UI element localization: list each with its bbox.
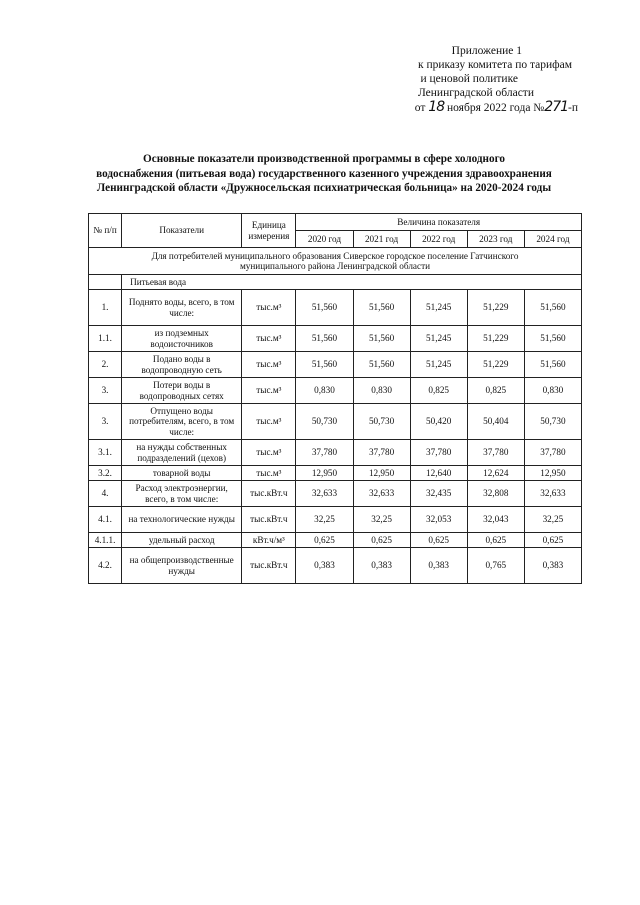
row-value: 12,950 xyxy=(524,466,581,481)
row-value: 37,780 xyxy=(467,440,524,466)
table-row xyxy=(89,378,582,404)
row-value: 12,950 xyxy=(296,466,353,481)
subsection-title: Питьевая вода xyxy=(122,275,582,290)
header-year: 2020 год xyxy=(296,231,353,248)
row-value: 51,229 xyxy=(467,352,524,378)
row-value: 50,404 xyxy=(467,404,524,440)
row-number: 4.1.1. xyxy=(89,533,122,548)
table-row xyxy=(89,548,582,584)
table-row xyxy=(89,466,582,481)
row-number: 4. xyxy=(89,481,122,507)
row-value: 50,730 xyxy=(524,404,581,440)
row-value: 12,624 xyxy=(467,466,524,481)
row-value: 51,560 xyxy=(296,290,353,326)
section-title: Для потребителей муниципального образования Сиверское городское поселение Гатчинского муниципального района Ленинградской области xyxy=(89,248,582,275)
indicators-table xyxy=(88,213,582,584)
row-value: 12,950 xyxy=(353,466,410,481)
row-indicator: из подземных водоисточников xyxy=(122,326,242,352)
subsection-row xyxy=(89,275,582,290)
annex-title: Приложение 1 xyxy=(451,45,522,57)
header-unit: Единица измерения xyxy=(242,214,296,248)
row-value: 37,780 xyxy=(524,440,581,466)
title-line-2: водоснабжения (питьевая вода) государственного казенного учреждения здравоохранения xyxy=(96,167,552,180)
row-value: 0,825 xyxy=(467,378,524,404)
header-year: 2024 год xyxy=(524,231,581,248)
annex-line-region: Ленинградской области xyxy=(417,87,534,99)
row-value: 51,229 xyxy=(467,290,524,326)
order-suffix: -п xyxy=(568,102,578,114)
header-value-group: Величина показателя xyxy=(296,214,582,231)
row-value: 51,560 xyxy=(296,352,353,378)
table-row xyxy=(89,326,582,352)
row-number: 2. xyxy=(89,352,122,378)
empty-cell xyxy=(89,275,122,290)
row-indicator: на общепроизводственные нужды xyxy=(122,548,242,584)
row-value: 51,245 xyxy=(410,352,467,378)
row-value: 32,808 xyxy=(467,481,524,507)
row-value: 0,830 xyxy=(524,378,581,404)
row-unit: тыс.кВт.ч xyxy=(242,548,296,584)
date-rest: ноября 2022 года № xyxy=(447,102,545,114)
header-year: 2022 год xyxy=(410,231,467,248)
row-value: 51,245 xyxy=(410,290,467,326)
table-row xyxy=(89,290,582,326)
row-value: 32,25 xyxy=(353,507,410,533)
date-day-handwritten: 18 xyxy=(428,99,445,115)
table-row xyxy=(89,404,582,440)
row-indicator: удельный расход xyxy=(122,533,242,548)
row-indicator: товарной воды xyxy=(122,466,242,481)
row-number: 3.2. xyxy=(89,466,122,481)
row-unit: тыс.м³ xyxy=(242,440,296,466)
row-value: 50,420 xyxy=(410,404,467,440)
row-value: 51,560 xyxy=(353,290,410,326)
row-value: 0,625 xyxy=(296,533,353,548)
row-value: 32,25 xyxy=(524,507,581,533)
date-prefix: от xyxy=(414,102,426,114)
row-unit: тыс.м³ xyxy=(242,326,296,352)
row-number: 3.1. xyxy=(89,440,122,466)
annex-date-line xyxy=(318,100,578,115)
row-unit: тыс.м³ xyxy=(242,290,296,326)
row-value: 32,435 xyxy=(410,481,467,507)
row-value: 0,765 xyxy=(467,548,524,584)
row-value: 51,560 xyxy=(296,326,353,352)
row-value: 0,383 xyxy=(410,548,467,584)
row-value: 0,625 xyxy=(524,533,581,548)
row-number: 3. xyxy=(89,378,122,404)
annex-line-order: к приказу комитета по тарифам xyxy=(418,59,572,71)
row-number: 1.1. xyxy=(89,326,122,352)
row-value: 51,560 xyxy=(524,326,581,352)
row-value: 51,560 xyxy=(524,290,581,326)
row-value: 0,383 xyxy=(296,548,353,584)
header-no: № п/п xyxy=(89,214,122,248)
table-row xyxy=(89,533,582,548)
header-row xyxy=(89,214,582,231)
row-value: 37,780 xyxy=(410,440,467,466)
row-value: 37,780 xyxy=(353,440,410,466)
row-value: 51,245 xyxy=(410,326,467,352)
annex-line-policy: и ценовой политике xyxy=(420,73,518,85)
row-value: 0,383 xyxy=(353,548,410,584)
row-value: 0,830 xyxy=(353,378,410,404)
row-value: 0,383 xyxy=(524,548,581,584)
row-value: 12,640 xyxy=(410,466,467,481)
row-value: 32,633 xyxy=(524,481,581,507)
row-value: 32,25 xyxy=(296,507,353,533)
table-row xyxy=(89,440,582,466)
row-value: 32,633 xyxy=(353,481,410,507)
row-number: 1. xyxy=(89,290,122,326)
row-unit: кВт.ч/м³ xyxy=(242,533,296,548)
row-value: 32,043 xyxy=(467,507,524,533)
row-value: 37,780 xyxy=(296,440,353,466)
row-value: 51,560 xyxy=(353,352,410,378)
row-value: 51,229 xyxy=(467,326,524,352)
row-indicator: на технологические нужды xyxy=(122,507,242,533)
order-number-handwritten: 271 xyxy=(544,99,569,115)
row-unit: тыс.м³ xyxy=(242,378,296,404)
row-value: 51,560 xyxy=(353,326,410,352)
document-title xyxy=(50,152,598,196)
row-indicator: Расход электроэнергии, всего, в том числе: xyxy=(122,481,242,507)
header-year: 2023 год xyxy=(467,231,524,248)
row-indicator: Потери воды в водопроводных сетях xyxy=(122,378,242,404)
row-value: 32,053 xyxy=(410,507,467,533)
row-unit: тыс.м³ xyxy=(242,466,296,481)
row-indicator: Подано воды в водопроводную сеть xyxy=(122,352,242,378)
row-unit: тыс.м³ xyxy=(242,352,296,378)
row-indicator: на нужды собственных подразделений (цехов) xyxy=(122,440,242,466)
table-row xyxy=(89,481,582,507)
row-value: 0,625 xyxy=(410,533,467,548)
row-indicator: Поднято воды, всего, в том числе: xyxy=(122,290,242,326)
table-row xyxy=(89,507,582,533)
title-line-3: Ленинградской области «Дружносельская психиатрическая больница» на 2020-2024 годы xyxy=(96,182,552,194)
table-row xyxy=(89,352,582,378)
row-indicator: Отпущено воды потребителям, всего, в том числе: xyxy=(122,404,242,440)
row-unit: тыс.м³ xyxy=(242,404,296,440)
row-value: 51,560 xyxy=(524,352,581,378)
header-year: 2021 год xyxy=(353,231,410,248)
annex-header xyxy=(318,44,578,115)
row-unit: тыс.кВт.ч xyxy=(242,481,296,507)
section-row xyxy=(89,248,582,275)
row-value: 32,633 xyxy=(296,481,353,507)
row-number: 3. xyxy=(89,404,122,440)
row-number: 4.2. xyxy=(89,548,122,584)
row-value: 0,830 xyxy=(296,378,353,404)
row-value: 50,730 xyxy=(353,404,410,440)
header-indicator: Показатели xyxy=(122,214,242,248)
row-value: 0,625 xyxy=(467,533,524,548)
row-value: 50,730 xyxy=(296,404,353,440)
row-value: 0,625 xyxy=(353,533,410,548)
row-unit: тыс.кВт.ч xyxy=(242,507,296,533)
row-value: 0,825 xyxy=(410,378,467,404)
row-number: 4.1. xyxy=(89,507,122,533)
title-line-1: Основные показатели производственной программы в сфере холодного xyxy=(143,153,505,165)
